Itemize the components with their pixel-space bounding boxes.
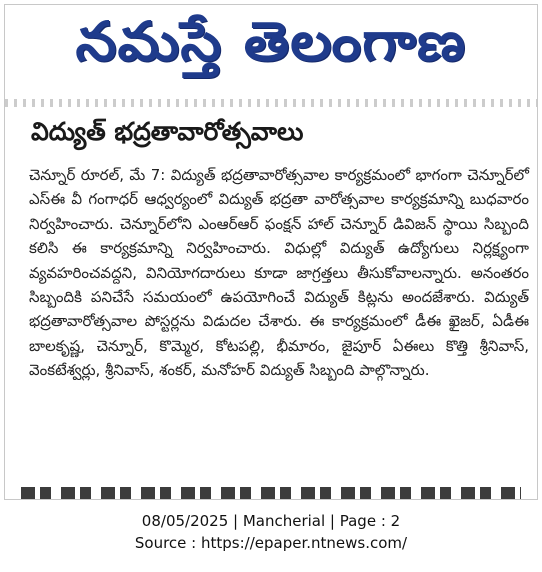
clipping-source: Source : https://epaper.ntnews.com/ (134, 534, 408, 552)
cut-off-previous-text (5, 99, 537, 107)
cut-off-next-headline (21, 487, 521, 500)
article-headline: విద్యుత్ భద్రతావారోత్సవాలు (31, 117, 304, 146)
masthead (5, 5, 537, 91)
clipping-date-edition-page: 08/05/2025 | Mancherial | Page : 2 (141, 512, 401, 530)
newspaper-logo: నమస్తే తెలంగాణ (75, 9, 467, 73)
article-body: చెన్నూర్ రూరల్, మే 7: విద్యుత్ భద్రతావారోత్సవాల కార్యక్రమంలో భాగంగా చెన్నూర్‌లో ఎస్ఈ వీ గంగాధర్ ఆధ్వర్యంలో విద్యుత్ భద్రతా వారోత్సవాల కార్యక్రమాన్ని బుధవారం నిర్వహించారు. చెన్నూర్‌లోని ఎంఆర్ఆర్ ఫంక్షన్ హాల్ చెన్నూర్ డివిజన్ స్థాయి సిబ్బంది కలిసి ఈ కార్యక్రమాన్ని నిర్వహించారు. విధుల్లో విద్యుత్ ఉద్యోగులు నిర్లక్ష్యంగా వ్యవహరించవద్దని, వినియోగదారులు కూడా జాగ్రత్తలు తీసుకోవాలన్నారు. అనంతరం సిబ్బందికి పనిచేసే సమయంలో ఉపయోగించే విద్యుత్ కిట్లను అందజేశారు. విద్యుత్ భద్రతావారోత్సవాల పోస్టర్లను విడుదల చేశారు. ఈ కార్యక్రమంలో డీఈ ఖైజర్, ఏడీఈ బాలకృష్ణ, చెన్నూర్, కొమ్మెర, కోటపల్లి, భీమారం, జైపూర్ ఏఈలు కొత్తి శ్రీనివాస్, వెంకటేశ్వర్లు, శ్రీనివాస్, శంకర్, మనోహర్ విద్యుత్ సిబ్బంది పాల్గొన్నారు. (29, 166, 529, 380)
newspaper-clipping (4, 4, 538, 500)
